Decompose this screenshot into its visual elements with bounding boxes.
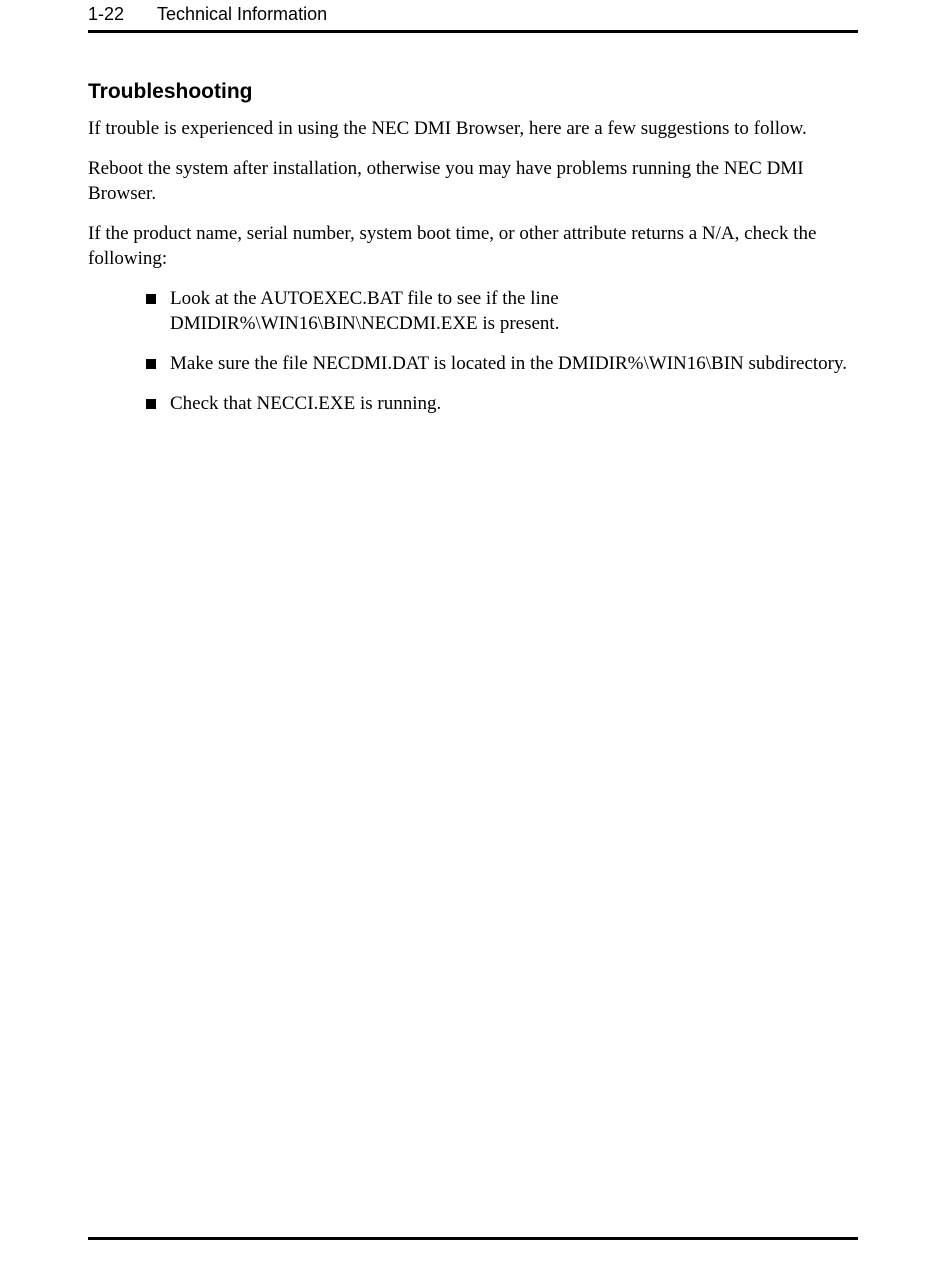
list-item-text: Check that NECCI.EXE is running. (170, 393, 442, 414)
list-item (146, 391, 858, 416)
page-number: 1-22 (88, 4, 125, 24)
list-item (146, 351, 858, 376)
chapter-title: Technical Information (157, 4, 328, 24)
list-item (146, 286, 858, 336)
header-rule (88, 30, 858, 33)
page-header (88, 2, 858, 28)
list-item-text: Look at the AUTOEXEC.BAT file to see if the line DMIDIR%\WIN16\BIN\NECDMI.EXE is present. (170, 288, 560, 334)
intro-paragraph: If trouble is experienced in using the NEC DMI Browser, here are a few suggestions to follow. (88, 118, 807, 139)
checklist (88, 286, 858, 416)
square-bullet-icon (146, 294, 156, 304)
check-paragraph: If the product name, serial number, system boot time, or other attribute returns a N/A, check the following: (88, 223, 817, 269)
reboot-paragraph: Reboot the system after installation, otherwise you may have problems running the NEC DMI Browser. (88, 158, 804, 204)
page-content (88, 78, 858, 431)
square-bullet-icon (146, 399, 156, 409)
square-bullet-icon (146, 359, 156, 369)
list-item-text: Make sure the file NECDMI.DAT is located in the DMIDIR%\WIN16\BIN subdirectory. (170, 353, 847, 374)
footer-rule (88, 1237, 858, 1240)
section-title: Troubleshooting (88, 80, 253, 103)
